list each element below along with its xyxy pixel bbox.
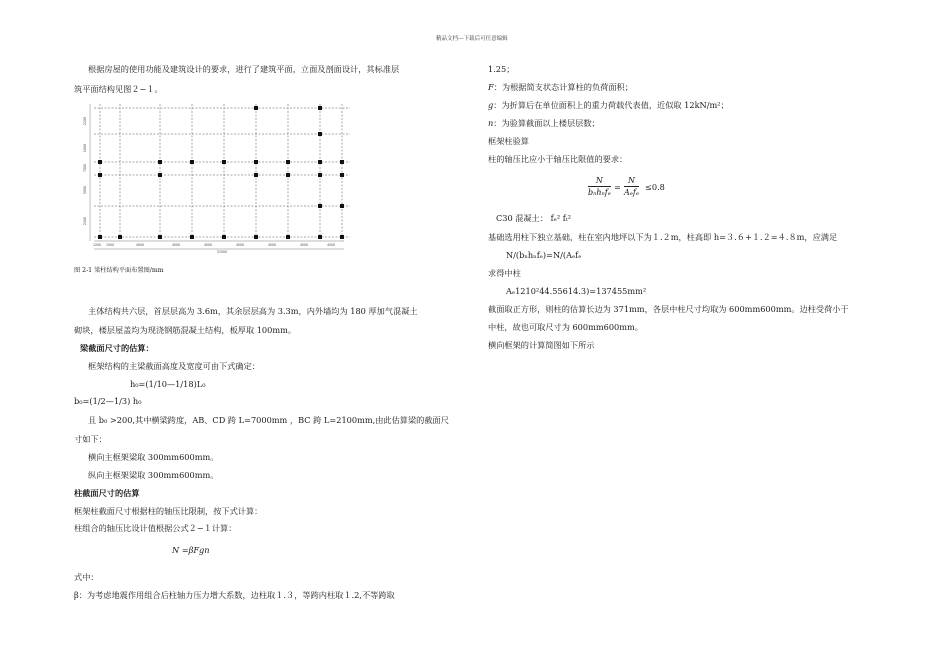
figure-caption: 图 2-1 梁柱结构平面布置图/mm xyxy=(74,267,164,274)
column-marker xyxy=(118,235,122,239)
right-line-3: g：为折算后在单位面积上的重力荷载代表值，近似取 12kN/m²； xyxy=(488,100,729,110)
formula-bb: b₀=(1/2—1/3) h₀ xyxy=(74,396,142,406)
right-line-12: 截面取正方形，则柱的估算长边为 371mm，各层中柱尺寸均取为 600mm600mm。边柱受荷小于 xyxy=(488,304,849,314)
column-marker xyxy=(286,235,290,239)
column-marker xyxy=(318,204,322,208)
page-header: 精品文档---下载后可任意编辑 xyxy=(436,36,508,42)
column-marker xyxy=(158,173,162,177)
plan-dimension-label: 4500 xyxy=(326,243,336,247)
formula-hb: h₀=(1/10—1/18)L₀ xyxy=(130,379,206,389)
column-marker xyxy=(98,173,102,177)
formula-fraction-2: N Aₑfₑ xyxy=(624,176,639,197)
intro-line-2: 筑平面结构见图２−１。 xyxy=(74,84,163,94)
para1-line-1: 主体结构共六层，首层层高为 3.6m，其余层层高为 3.3m，内外墙均为 180 厚加气混凝土 xyxy=(88,306,418,316)
right-line-13: 中柱，故也可取尺寸为 600mm600mm。 xyxy=(488,322,643,332)
plan-dimension-label: 4500 xyxy=(235,243,245,247)
column-marker xyxy=(318,160,322,164)
beam-line-1: 框架结构的主梁截面高度及宽度可由下式确定： xyxy=(88,361,260,371)
column-marker xyxy=(98,235,102,239)
plan-dimension-label: 2100 xyxy=(83,116,87,126)
right-line-7: C30 混凝土： fₑ² fₜ² xyxy=(496,213,572,223)
plan-dimension-label: 1000 xyxy=(83,143,87,153)
column-marker xyxy=(190,160,194,164)
formula-N: N =βFgn xyxy=(172,545,210,555)
formula-fraction-1: N bₙhₙfₑ xyxy=(588,176,611,197)
col-line-4: β：为考虑地震作用组合后柱轴力压力增大系数，边柱取１.３，等跨内柱取１.2,不等跨取 xyxy=(74,590,395,600)
formula-equals: = xyxy=(614,182,621,192)
column-marker xyxy=(222,235,226,239)
column-marker xyxy=(340,235,344,239)
column-marker xyxy=(318,132,322,136)
right-line-9: N/(bₙhₙfₑ)=N/(Aₑfₑ xyxy=(506,250,582,260)
right-line-4: n：为验算截面以上楼层层数； xyxy=(488,118,600,128)
col-line-2: 柱组合的轴压比设计值根据公式２−１计算： xyxy=(74,523,237,533)
heading-beam-size: 梁截面尺寸的估算： xyxy=(80,343,154,353)
column-marker xyxy=(158,235,162,239)
plan-dimension-label: 4500 xyxy=(171,243,181,247)
column-marker xyxy=(286,160,290,164)
column-marker xyxy=(222,160,226,164)
plan-dimension-label: 4500 xyxy=(267,243,277,247)
plan-dimension-label: 5000 xyxy=(83,185,87,195)
right-line-1: 1.25； xyxy=(488,64,515,74)
column-marker xyxy=(190,235,194,239)
column-marker xyxy=(254,173,258,177)
beam-line-2: 且 b₀ >200,其中横梁跨度，AB、CD 跨 L=7000mm ，BC 跨 L=2100mm,由此估算梁的截面尺 xyxy=(88,415,449,425)
column-marker xyxy=(286,173,290,177)
right-line-5: 框架柱验算 xyxy=(488,136,529,146)
right-line-11: Aₑ1210²44.55614.3)=137455mm² xyxy=(506,286,647,296)
column-marker xyxy=(340,204,344,208)
plan-dimension-label: 4500 xyxy=(203,243,213,247)
formula-limit: ≤0.8 xyxy=(645,182,665,192)
right-line-14: 横向框架的计算简图如下所示 xyxy=(488,340,595,350)
plan-dimension-label: 2100 xyxy=(83,216,87,226)
plan-dimension-label: 1500 xyxy=(105,243,115,247)
col-line-3: 式中： xyxy=(74,572,99,582)
heading-column-size: 柱截面尺寸的估算 xyxy=(74,488,140,498)
plan-dimension-total: 31500 xyxy=(216,250,228,254)
column-marker xyxy=(318,106,322,110)
column-marker xyxy=(254,235,258,239)
plan-dimension-label: 4500 xyxy=(135,243,145,247)
column-marker xyxy=(318,235,322,239)
col-line-1: 框架柱截面尺寸根据柱的轴压比限制，按下式计算： xyxy=(74,506,263,516)
beam-line-3: 寸如下： xyxy=(74,434,107,444)
right-line-6: 柱的轴压比应小于轴压比限值的要求： xyxy=(488,154,628,164)
intro-line-1: 根据房屋的使用功能及建筑设计的要求，进行了建筑平面，立面及剖面设计，其标准层 xyxy=(88,64,400,74)
right-line-8: 基础选用柱下独立基础，柱在室内地坪以下为１.２m，柱高即 h=３.６+１.２=４.８m，应满足 xyxy=(488,232,838,242)
column-marker xyxy=(254,160,258,164)
column-marker xyxy=(340,173,344,177)
beam-line-4: 横向主框架梁取 300mm600mm。 xyxy=(88,452,219,462)
plan-dimension-label: 4500 xyxy=(299,243,309,247)
plan-dimension-label: 1200 xyxy=(92,243,102,247)
right-line-2: F：为根据简支状态计算柱的负荷面积； xyxy=(488,82,633,92)
plan-dimension-label: 7000 xyxy=(83,163,87,173)
beam-line-5: 纵向主框架梁取 300mm600mm。 xyxy=(88,470,219,480)
column-marker xyxy=(254,106,258,110)
right-line-10: 求得中柱 xyxy=(488,268,521,278)
column-marker xyxy=(340,160,344,164)
column-marker xyxy=(158,160,162,164)
para1-line-2: 砌块，楼层屋盖均为现浇钢筋混凝土结构，板厚取 100mm。 xyxy=(74,325,297,335)
column-marker xyxy=(318,173,322,177)
column-marker xyxy=(98,160,102,164)
structural-plan-drawing xyxy=(72,100,372,260)
